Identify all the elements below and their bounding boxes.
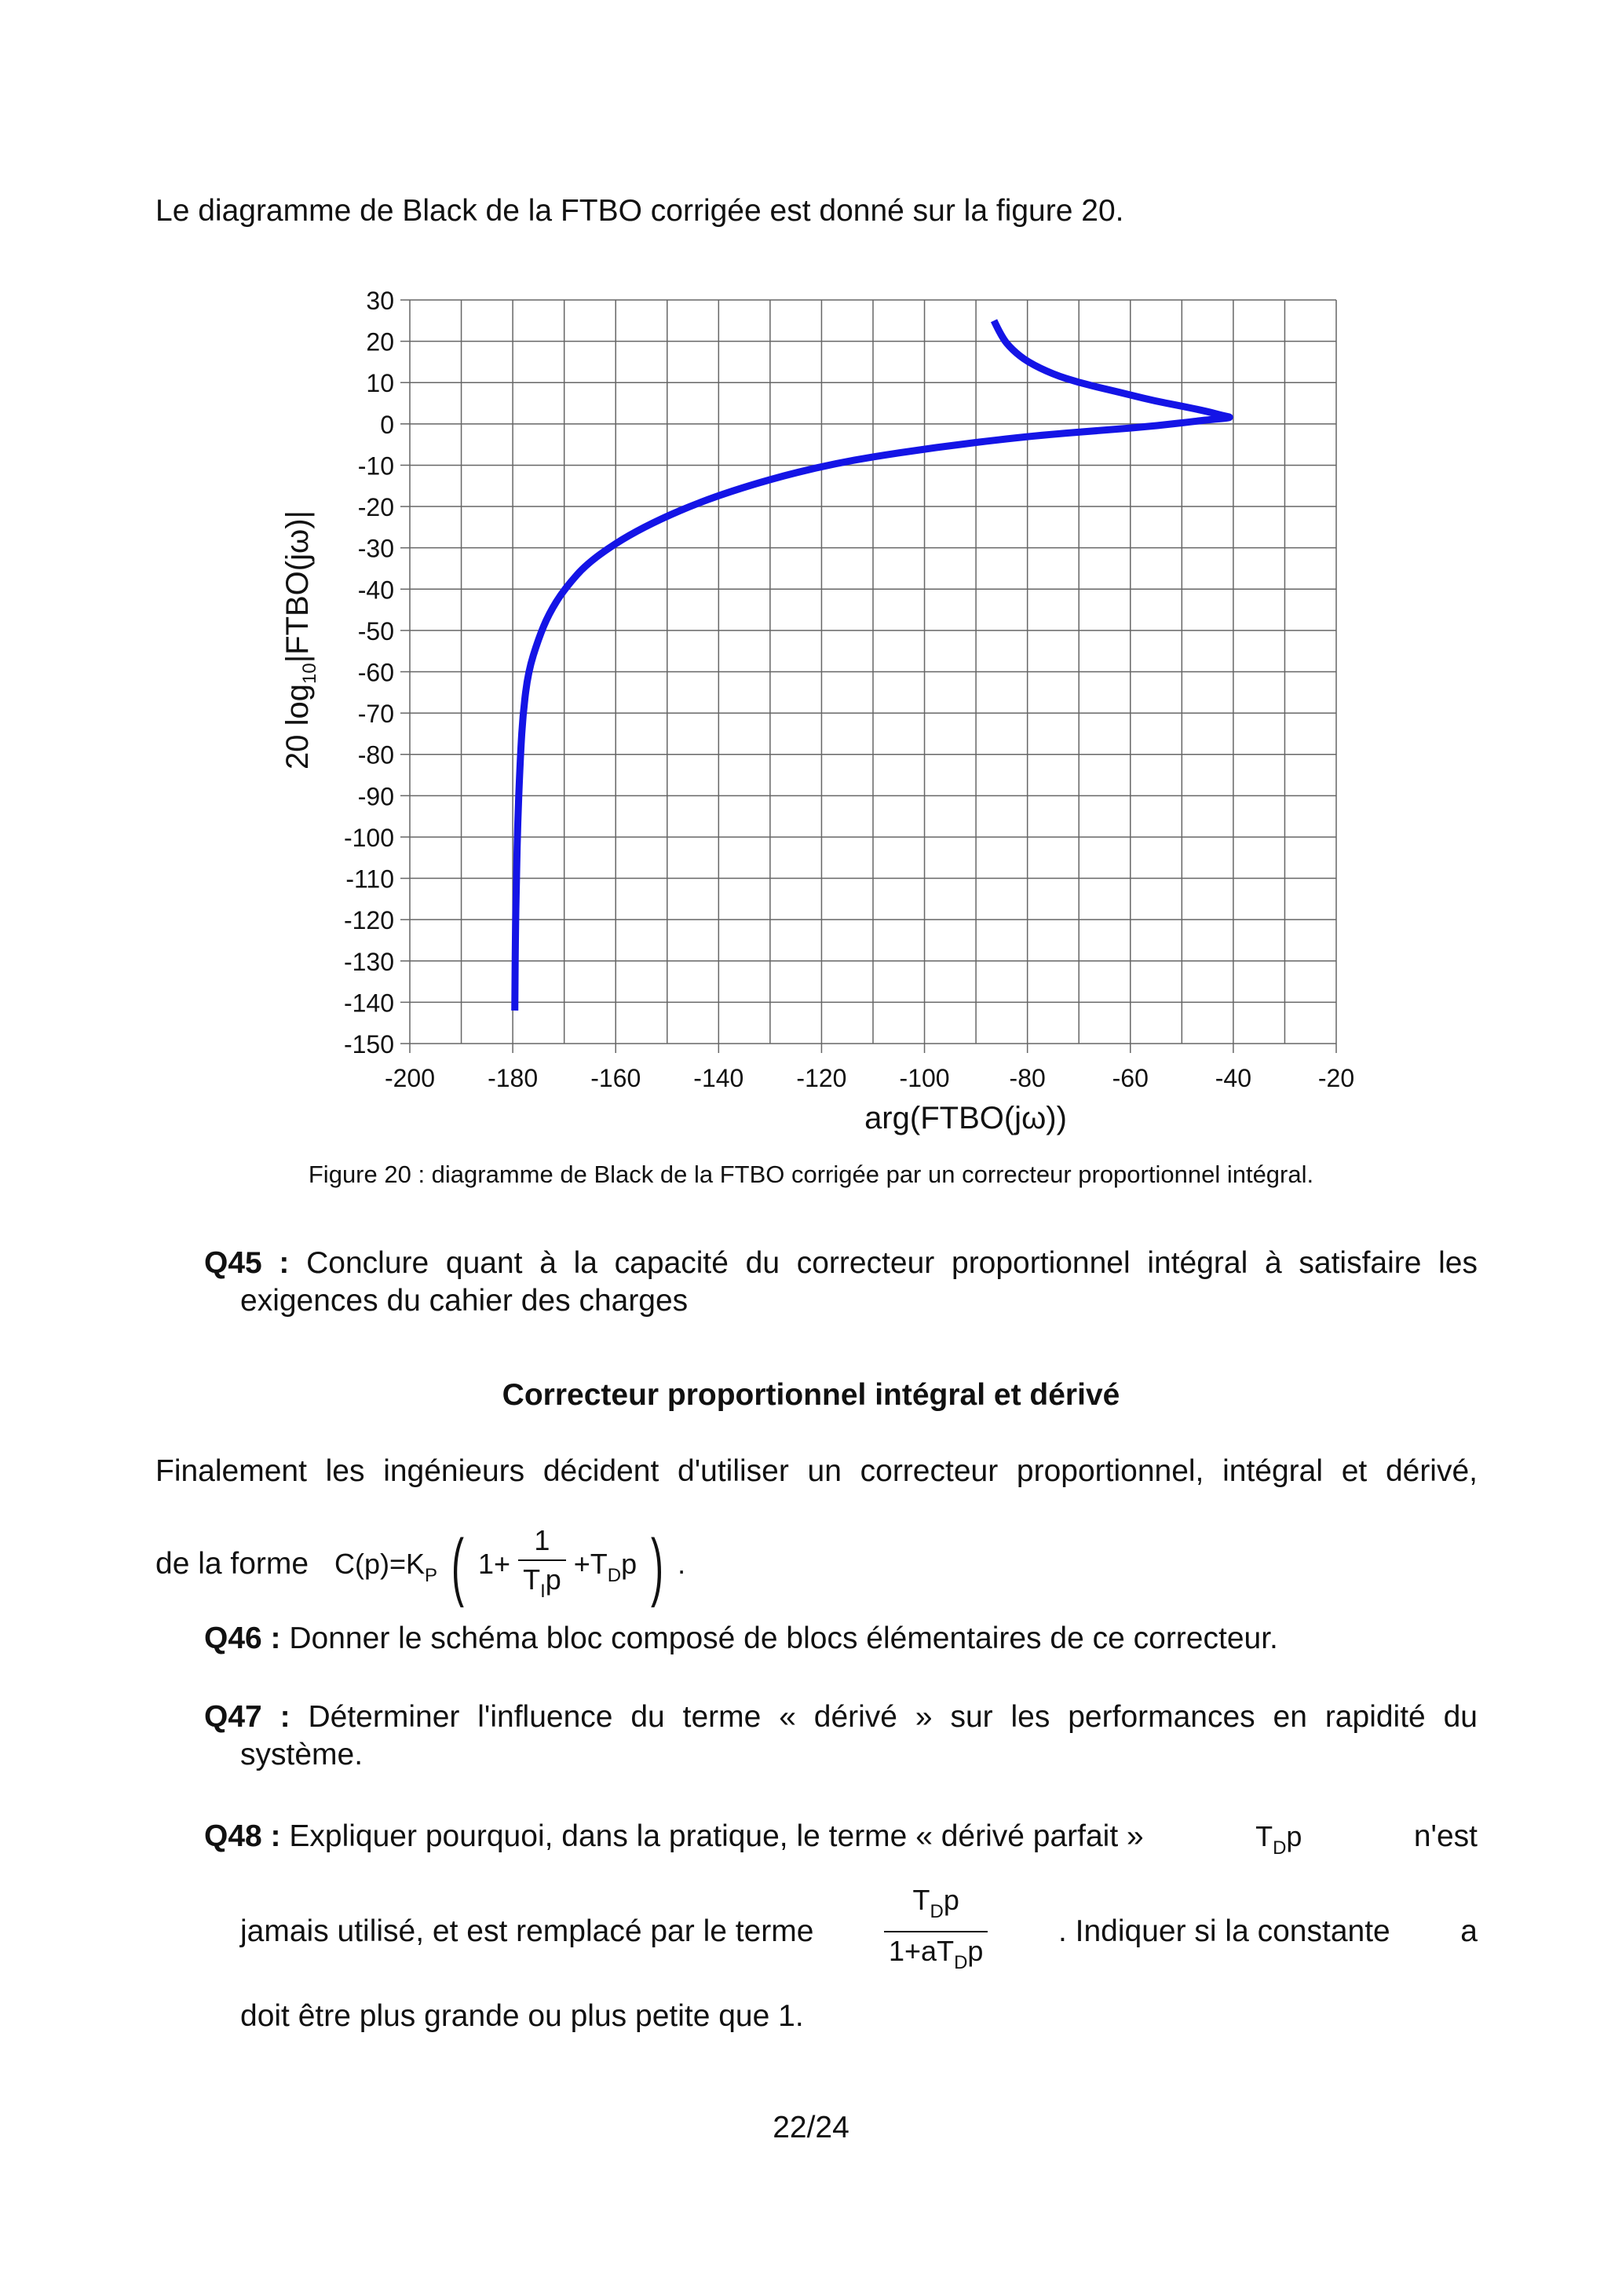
x-tick-labels <box>385 1064 1354 1092</box>
y-tick-label: -110 <box>345 865 394 894</box>
forme-text: de la forme <box>155 1547 309 1581</box>
x-tick-label: -60 <box>1112 1064 1149 1092</box>
final-paragraph: Finalement les ingénieurs décident d'utiliser un correcteur proportionnel, intégral et dérivé, <box>155 1454 1478 1488</box>
q46-text: Donner le schéma bloc composé de blocs élémentaires de ce correcteur. <box>289 1621 1278 1655</box>
q48-const: a <box>1460 1914 1478 1948</box>
black-diagram-chart <box>267 279 1382 1143</box>
x-tick-label: -160 <box>590 1064 641 1092</box>
x-tick-label: -180 <box>488 1064 539 1092</box>
pid-formula: $C(p)=K_P$ ( 1+ $\frac{1}{T_Ip}$ $+T_Dp$ ) . <box>334 1548 685 1580</box>
q45-label: Q45 : <box>204 1246 290 1280</box>
y-tick-label: -60 <box>357 658 394 687</box>
y-tick-label: -130 <box>343 947 394 976</box>
x-tick-label: -140 <box>693 1064 744 1092</box>
chart-grid <box>400 300 1336 1053</box>
x-tick-label: -120 <box>796 1064 847 1092</box>
right-paren: ) <box>651 1523 664 1608</box>
q48-line1a: Expliquer pourquoi, dans la pratique, le terme « dérivé parfait » <box>289 1819 1144 1853</box>
y-tick-label: 30 <box>366 287 394 315</box>
y-tick-label: -90 <box>357 782 394 811</box>
y-tick-labels <box>344 287 394 1058</box>
x-tick-label: -40 <box>1215 1064 1252 1092</box>
q48-line3: doit être plus grande ou plus petite que 1. <box>240 1999 804 2033</box>
filtered-derivative-fraction: $\frac{T_Dp}{1+aT_Dp}$ <box>884 1881 988 1982</box>
y-tick-label: -100 <box>343 823 394 852</box>
q48-line2b: . Indiquer si la constante <box>1058 1914 1390 1948</box>
figure-caption: Figure 20 : diagramme de Black de la FTBO corrigée par un correcteur proportionnel intégral. <box>308 1161 1314 1188</box>
page-number: 22/24 <box>773 2111 849 2144</box>
y-tick-label: 0 <box>380 410 394 439</box>
formula-line <box>155 1522 685 1610</box>
y-tick-label: -30 <box>357 534 394 563</box>
q47-label: Q47 : <box>204 1700 290 1734</box>
intro-text: Le diagramme de Black de la FTBO corrigée est donné sur la figure 20. <box>155 194 1124 228</box>
y-tick-label: 20 <box>366 327 394 356</box>
y-tick-label: 10 <box>366 369 394 398</box>
y-tick-label: -120 <box>343 906 394 935</box>
y-tick-label: -20 <box>357 493 394 522</box>
question-q48 <box>204 1818 1478 2035</box>
y-tick-label: -40 <box>357 576 394 605</box>
y-tick-label: -50 <box>357 616 394 645</box>
q48-line2a: jamais utilisé, et est remplacé par le terme <box>240 1914 814 1948</box>
question-q46 <box>204 1620 1478 1658</box>
y-tick-label: -140 <box>343 989 394 1018</box>
y-tick-label: -10 <box>357 452 394 481</box>
x-tick-label: -20 <box>1317 1064 1355 1092</box>
x-axis-label: arg(FTBO(jω)) <box>864 1101 1067 1135</box>
question-q47 <box>204 1698 1478 1774</box>
y-tick-label: -150 <box>343 1030 394 1058</box>
q46-label: Q46 : <box>204 1621 281 1655</box>
x-tick-label: -100 <box>899 1064 950 1092</box>
section-title: Correcteur proportionnel intégral et dérivé <box>502 1378 1120 1412</box>
q45-line1: Conclure quant à la capacité du correcteur proportionnel intégral à satisfaire les <box>306 1246 1478 1280</box>
q48-line1b: n'est <box>1413 1819 1478 1853</box>
fraction-1-over-tip: $\frac{1}{T_Ip}$ <box>518 1522 566 1610</box>
y-tick-label: -70 <box>357 700 394 729</box>
left-paren: ( <box>451 1523 464 1608</box>
q48-label: Q48 : <box>204 1819 281 1853</box>
tdp-term: $T_Dp$ <box>1255 1820 1302 1859</box>
q47-line1: Déterminer l'influence du terme « dérivé » sur les performances en rapidité du <box>308 1700 1478 1734</box>
q45-line2: exigences du cahier des charges <box>240 1284 689 1318</box>
y-tick-label: -80 <box>357 740 394 770</box>
q47-line2: système. <box>240 1738 363 1771</box>
question-q45 <box>204 1245 1478 1320</box>
x-tick-label: -80 <box>1009 1064 1046 1092</box>
x-tick-label: -200 <box>384 1064 436 1092</box>
y-axis-label: 20 $\log_{10}|FTBO(j\omega)|$ <box>280 510 320 770</box>
